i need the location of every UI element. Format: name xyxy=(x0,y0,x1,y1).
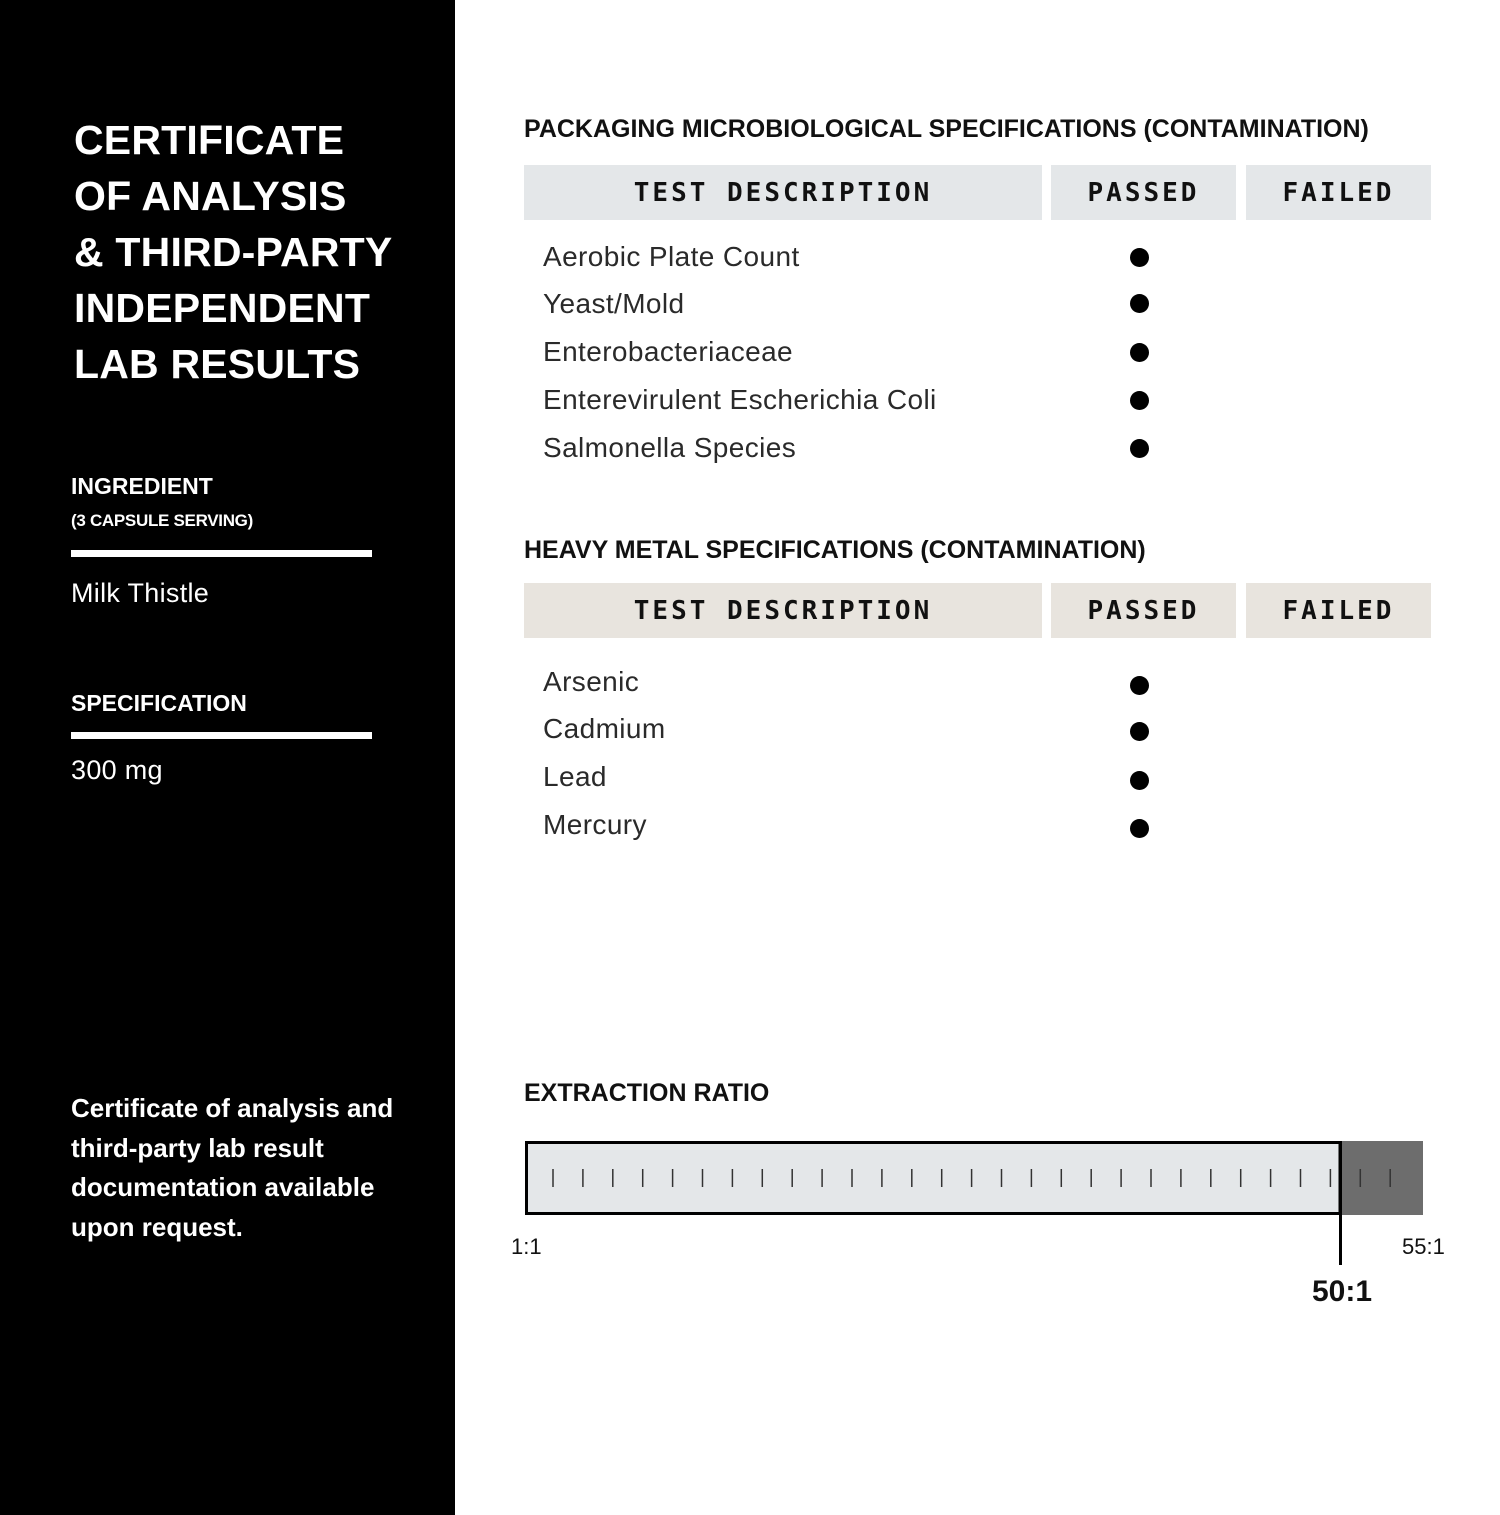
specification-value: 300 mg xyxy=(71,755,163,785)
micro-row-label: Salmonella Species xyxy=(543,432,797,463)
page-title-line: & THIRD-PARTY xyxy=(74,229,393,275)
metal-row-label: Mercury xyxy=(543,809,647,840)
passed-dot-icon xyxy=(1130,391,1149,410)
micro-row-label: Aerobic Plate Count xyxy=(543,241,800,272)
metal-header-passed: PASSED xyxy=(1051,583,1236,638)
microbiological-section-title: PACKAGING MICROBIOLOGICAL SPECIFICATIONS (CONTAMINATION) xyxy=(524,115,1369,143)
micro-row-label: Yeast/Mold xyxy=(543,288,685,319)
metal-row-label: Cadmium xyxy=(543,713,666,744)
page-title-line: OF ANALYSIS xyxy=(74,173,347,219)
ratio-fill xyxy=(527,1143,1341,1214)
ratio-min-label: 1:1 xyxy=(511,1234,542,1259)
passed-dot-icon xyxy=(1130,819,1149,838)
page-title-line: LAB RESULTS xyxy=(74,341,361,387)
availability-note: Certificate of analysis and third-party lab result documentation available upon request. xyxy=(71,1093,394,1242)
page-title-line: INDEPENDENT xyxy=(74,285,371,331)
metal-header-failed: FAILED xyxy=(1246,583,1431,638)
ingredient-value: Milk Thistle xyxy=(71,578,210,608)
sidebar xyxy=(0,0,455,1515)
ingredient-label: INGREDIENT xyxy=(71,473,213,499)
metal-row-label: Lead xyxy=(543,761,607,792)
page-title-line: CERTIFICATE xyxy=(74,117,345,163)
micro-header-failed: FAILED xyxy=(1246,165,1431,220)
specification-divider xyxy=(71,732,372,739)
extraction-ratio-title: EXTRACTION RATIO xyxy=(524,1079,770,1107)
extraction-ratio-bar xyxy=(525,1141,1423,1215)
ratio-remainder xyxy=(1340,1141,1423,1215)
ingredient-divider xyxy=(71,550,372,557)
metal-header-description: TEST DESCRIPTION xyxy=(524,583,1042,638)
ratio-marker xyxy=(1339,1141,1342,1265)
micro-header-description: TEST DESCRIPTION xyxy=(524,165,1042,220)
ingredient-sublabel: (3 CAPSULE SERVING) xyxy=(71,511,253,530)
micro-header-passed: PASSED xyxy=(1051,165,1236,220)
passed-dot-icon xyxy=(1130,343,1149,362)
passed-dot-icon xyxy=(1130,248,1149,267)
passed-dot-icon xyxy=(1130,294,1149,313)
metal-row-label: Arsenic xyxy=(543,666,640,697)
passed-dot-icon xyxy=(1130,771,1149,790)
heavy-metal-section-title: HEAVY METAL SPECIFICATIONS (CONTAMINATION) xyxy=(524,536,1146,564)
passed-dot-icon xyxy=(1130,439,1149,458)
passed-dot-icon xyxy=(1130,676,1149,695)
micro-row-label: Enterobacteriaceae xyxy=(543,336,794,367)
ratio-max-label: 55:1 xyxy=(1402,1234,1445,1259)
ratio-current-value: 50:1 xyxy=(1312,1275,1373,1308)
micro-row-label: Enterevirulent Escherichia Coli xyxy=(543,384,937,415)
page-title xyxy=(74,112,434,392)
specification-label: SPECIFICATION xyxy=(71,690,247,716)
passed-dot-icon xyxy=(1130,722,1149,741)
